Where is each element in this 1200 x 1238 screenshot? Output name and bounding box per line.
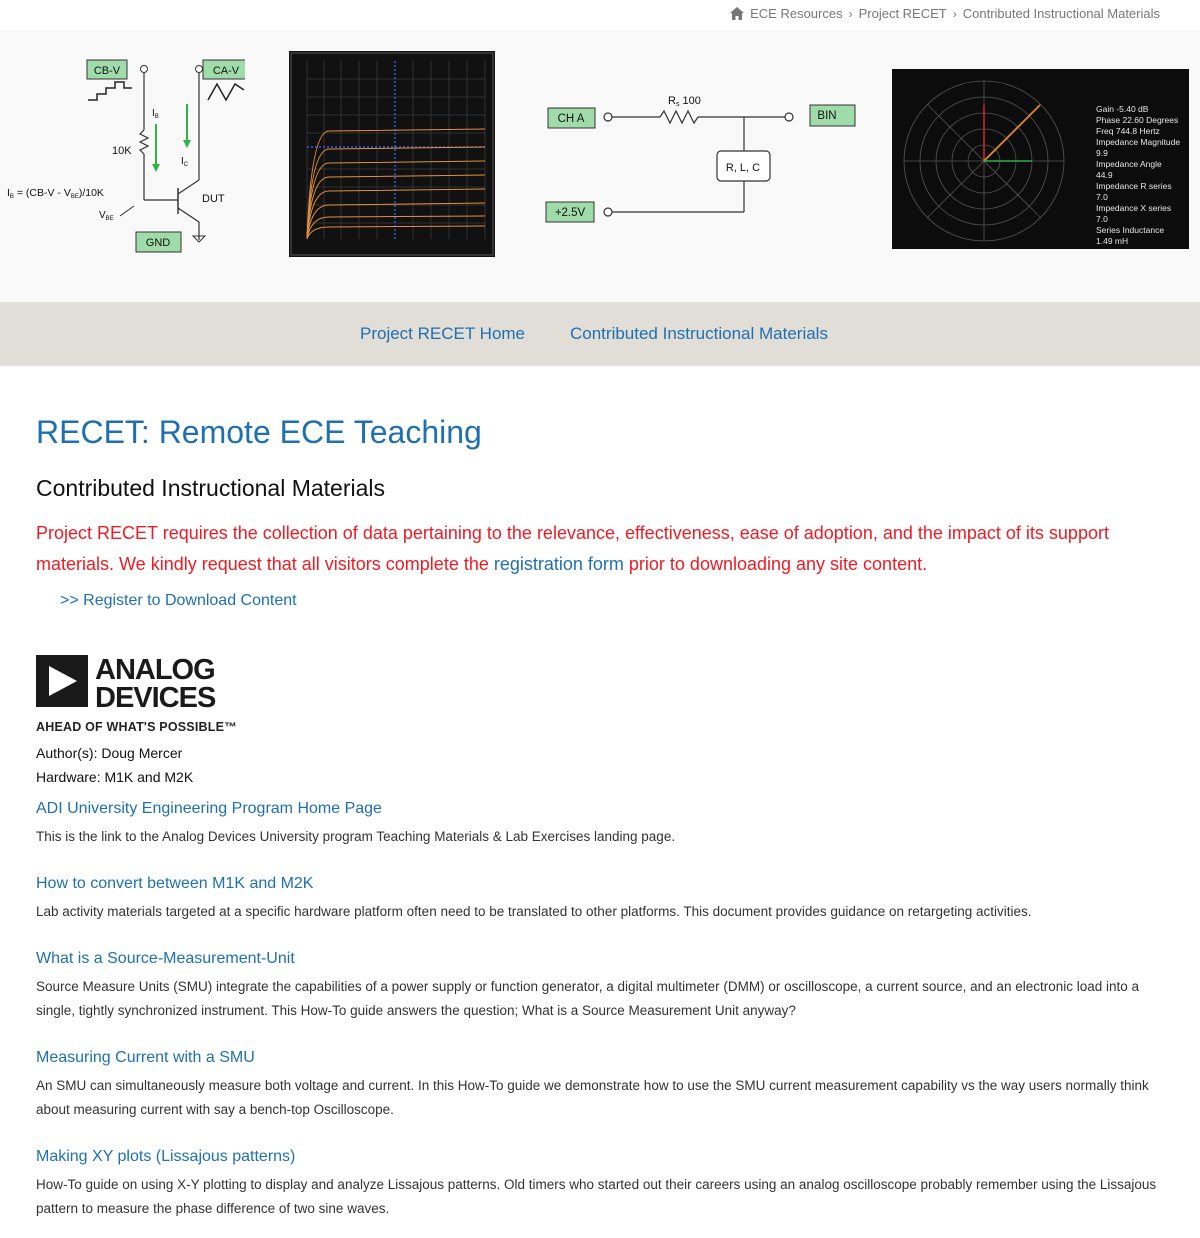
nav-contributed-materials[interactable]: Contributed Instructional Materials [570, 324, 828, 343]
registration-form-link[interactable]: registration form [493, 554, 624, 574]
svg-text:BIN: BIN [817, 110, 837, 122]
resource-description: How-To guide on using X-Y plotting to display and analyze Lissajous patterns. Old timers who started out their careers using an analog oscilloscope probably remember using the Lissajous pattern to measure the phase difference of two sine waves. [36, 1177, 1157, 1216]
resource-link-measuring-current[interactable]: Measuring Current with a SMU [36, 1049, 255, 1066]
home-icon [730, 7, 744, 20]
resource-item [36, 800, 1164, 849]
notice-text-start: Project RECET requires the collection of data pertaining to the relevance, effectiveness, ease of adoption, and the impact of its support materials. We kindly request that all visitors complete the [36, 523, 1109, 574]
resource-item [36, 1148, 1164, 1221]
breadcrumb-bar [0, 0, 1200, 30]
chevron-right-icon: › [952, 6, 957, 21]
impedance-readout-line: Phase 22.60 Degrees [1096, 115, 1179, 125]
impedance-readout-line: Gain -5.40 dB [1096, 104, 1149, 114]
svg-text:CH A: CH A [557, 113, 585, 125]
svg-text:IC: $I_C$ [181, 156, 189, 168]
svg-text:10K: 10K [112, 145, 132, 157]
breadcrumb [730, 6, 1160, 21]
resource-description: Lab activity materials targeted at a specific hardware platform often need to be translated to other platforms. This document provides guidance on retargeting activities. [36, 904, 1032, 919]
svg-text:VBE: $V_{BE}$ [99, 210, 114, 222]
page-subtitle: Contributed Instructional Materials [36, 475, 385, 501]
resource-link-smu[interactable]: What is a Source-Measurement-Unit [36, 950, 295, 967]
svg-text:GND: GND [145, 237, 171, 249]
resource-description: An SMU can simultaneously measure both voltage and current. In this How-To guide we demonstrate how to use the SMU current measurement capability vs the way users normally think about measuring current with say a bench-top Oscilloscope. [36, 1078, 1149, 1117]
impedance-readout-line: 7.0 [1096, 192, 1108, 202]
resource-link-m1k-m2k[interactable]: How to convert between M1K and M2K [36, 875, 314, 892]
breadcrumb-item-current: Contributed Instructional Materials [962, 6, 1160, 21]
svg-text:Rs 100: Rs 100 [668, 95, 701, 108]
resource-link-xy-plots[interactable]: Making XY plots (Lissajous patterns) [36, 1148, 296, 1165]
impedance-readout-line: 1.49 mH [1096, 236, 1129, 246]
curve-tracer-plot [289, 51, 495, 257]
svg-text:CB-V: CB-V [93, 65, 121, 77]
impedance-readout-line: 44.9 [1096, 170, 1113, 180]
resource-item [36, 1049, 1164, 1122]
analog-devices-logo [36, 652, 236, 712]
chevron-right-icon: › [848, 6, 853, 21]
svg-text:R, L, C: R, L, C [725, 162, 761, 174]
header-banner [0, 30, 1200, 302]
resource-item [36, 875, 1164, 924]
register-download-link[interactable]: >> Register to Download Content [60, 592, 297, 609]
resource-item [36, 950, 1164, 1023]
svg-text:DEVICES: DEVICES [95, 682, 216, 712]
main-nav [0, 302, 1200, 366]
impedance-readout-line: 9.9 [1096, 148, 1108, 158]
breadcrumb-item-ece-resources[interactable]: ECE Resources [750, 6, 843, 21]
svg-text:ANALOG: ANALOG [95, 654, 215, 686]
adi-tagline: AHEAD OF WHAT'S POSSIBLE™ [36, 720, 237, 734]
data-collection-notice [36, 518, 1156, 580]
svg-text:IB = (CB-V - VBE)/10K: IB = (CB-V - VBE)/10K [7, 187, 104, 200]
impedance-analyzer-display [892, 69, 1189, 249]
svg-text:DUT: DUT [202, 193, 225, 205]
impedance-readout-line: Series Inductance [1096, 225, 1165, 235]
notice-text-end: prior to downloading any site content. [623, 554, 928, 574]
impedance-readout-line: Impedance Magnitude [1096, 137, 1181, 147]
bjt-circuit-diagram [0, 30, 245, 302]
svg-text:CA-V: CA-V [212, 65, 240, 77]
nav-project-recet-home[interactable]: Project RECET Home [360, 324, 526, 343]
impedance-readout-line: Impedance R series [1096, 181, 1172, 191]
svg-text:+2.5V: +2.5V [554, 207, 586, 219]
breadcrumb-item-project-recet[interactable]: Project RECET [858, 6, 947, 21]
impedance-readout-line: Freq 744.8 Hertz [1096, 126, 1160, 136]
resource-description: Source Measure Units (SMU) integrate the capabilities of a power supply or function generator, a digital multimeter (DMM) or oscilloscope, a current source, and an electronic load into a single, tightly synchronized instrument. This How-To guide answers the question; What is a Source Measurement Unit anyway? [36, 979, 1140, 1018]
svg-text:IB: $I_B$ [152, 108, 159, 120]
impedance-readout-line: Impedance Angle [1096, 159, 1162, 169]
page-title: RECET: Remote ECE Teaching [36, 414, 482, 450]
resource-link-adi-university[interactable]: ADI University Engineering Program Home Page [36, 800, 382, 817]
impedance-readout-line: Impedance X series [1096, 203, 1172, 213]
authors: Author(s): Doug Mercer [36, 745, 183, 761]
impedance-circuit-diagram [540, 30, 870, 302]
hardware: Hardware: M1K and M2K [36, 769, 194, 785]
resource-description: This is the link to the Analog Devices University program Teaching Materials & Lab Exercises landing page. [36, 829, 676, 844]
impedance-readout-line: 7.0 [1096, 214, 1108, 224]
